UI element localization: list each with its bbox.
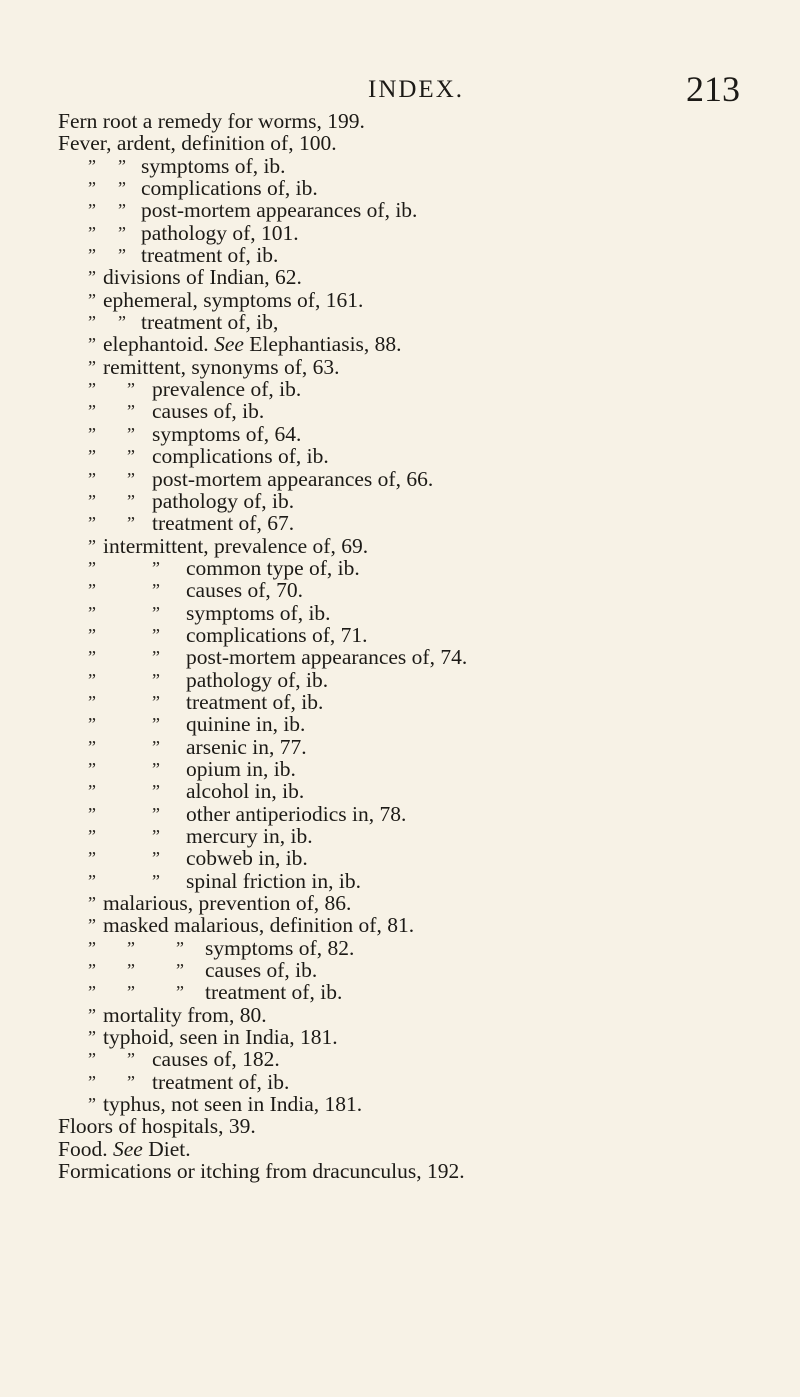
entry-text: post-mortem appearances of, ib. [141, 198, 418, 223]
ditto-mark: ” [152, 714, 160, 735]
ditto-mark: ” [88, 289, 96, 310]
index-entry [0, 311, 800, 333]
ditto-mark: ” [88, 602, 96, 623]
entry-text: treatment of, ib, [141, 310, 279, 335]
entry-text: spinal friction in, ib. [186, 868, 361, 893]
ditto-mark: ” [118, 155, 126, 176]
index-entry [0, 669, 800, 691]
index-entry [0, 378, 800, 400]
entry-text: treatment of, ib. [141, 243, 279, 268]
entry-text: Formications or itching from dracunculus, 192. [58, 1159, 465, 1184]
entry-text: quinine in, ib. [186, 712, 306, 737]
index-entry [0, 624, 800, 646]
entry-text: Fern root a remedy for worms, 199. [58, 109, 365, 133]
entry-text: symptoms of, 64. [152, 421, 302, 446]
entry-text: causes of, 70. [186, 578, 304, 603]
ditto-mark: ” [118, 222, 126, 243]
ditto-mark: ” [88, 1027, 96, 1048]
index-entry [0, 1026, 800, 1048]
index-entry [0, 758, 800, 780]
index-entry [0, 557, 800, 579]
index-entry [0, 177, 800, 199]
index-entry [0, 579, 800, 601]
entry-text: treatment of, ib. [186, 689, 324, 714]
see-reference: See [112, 1136, 143, 1161]
ditto-mark: ” [88, 557, 96, 578]
ditto-mark: ” [127, 937, 135, 958]
ditto-mark: ” [152, 580, 160, 601]
index-entry [0, 937, 800, 959]
entry-text: divisions of Indian, 62. [103, 265, 302, 290]
ditto-mark: ” [152, 602, 160, 623]
ditto-mark: ” [88, 200, 96, 221]
ditto-mark: ” [88, 401, 96, 422]
ditto-mark: ” [88, 468, 96, 489]
ditto-mark: ” [88, 379, 96, 400]
entry-text: treatment of, 67. [152, 511, 295, 536]
ditto-mark: ” [88, 222, 96, 243]
ditto-mark: ” [88, 155, 96, 176]
ditto-mark: ” [88, 848, 96, 869]
running-head [0, 69, 800, 114]
index-entry [0, 780, 800, 802]
ditto-mark: ” [88, 490, 96, 511]
index-entry [0, 870, 800, 892]
entry-text: typhoid, seen in India, 181. [103, 1025, 338, 1050]
index-entry [0, 266, 800, 288]
index-entry [0, 1138, 800, 1160]
entry-text: symptoms of, ib. [186, 600, 331, 625]
ditto-mark: ” [88, 937, 96, 958]
ditto-mark: ” [88, 1004, 96, 1025]
ditto-mark: ” [88, 267, 96, 288]
entry-text: arsenic in, 77. [186, 734, 307, 759]
index-entry [0, 1093, 800, 1115]
index-entries [0, 110, 800, 1183]
entry-text: complications of, ib. [152, 444, 329, 469]
ditto-mark: ” [176, 937, 184, 958]
ditto-mark: ” [88, 647, 96, 668]
ditto-mark: ” [88, 535, 96, 556]
index-entry [0, 803, 800, 825]
index-entry [0, 602, 800, 624]
index-entry [0, 423, 800, 445]
index-entry [0, 981, 800, 1003]
ditto-mark: ” [88, 758, 96, 779]
ditto-mark: ” [152, 758, 160, 779]
entry-text: causes of, 182. [152, 1047, 280, 1072]
index-entry [0, 445, 800, 467]
entry-text: Fever, ardent, definition of, 100. [58, 131, 337, 156]
index-entry [0, 847, 800, 869]
index-entry [0, 199, 800, 221]
entry-text: typhus, not seen in India, 181. [103, 1092, 363, 1117]
ditto-mark: ” [88, 803, 96, 824]
ditto-mark: ” [88, 714, 96, 735]
ditto-mark: ” [88, 691, 96, 712]
index-entry [0, 535, 800, 557]
index-entry [0, 959, 800, 981]
entry-text: complications of, 71. [186, 622, 368, 647]
index-entry [0, 1071, 800, 1093]
ditto-mark: ” [88, 178, 96, 199]
ditto-mark: ” [127, 982, 135, 1003]
entry-text: opium in, ib. [186, 756, 296, 781]
ditto-mark: ” [152, 803, 160, 824]
ditto-mark: ” [127, 423, 135, 444]
ditto-mark: ” [88, 1094, 96, 1115]
entry-text: Food. See Diet. [58, 1136, 191, 1161]
index-entry [0, 713, 800, 735]
ditto-mark: ” [88, 893, 96, 914]
ditto-mark: ” [118, 312, 126, 333]
index-entry [0, 333, 800, 355]
ditto-mark: ” [152, 647, 160, 668]
index-entry [0, 825, 800, 847]
index-entry [0, 155, 800, 177]
entry-text: treatment of, ib. [152, 1069, 290, 1094]
ditto-mark: ” [127, 1071, 135, 1092]
index-entry [0, 736, 800, 758]
ditto-mark: ” [88, 245, 96, 266]
ditto-mark: ” [127, 490, 135, 511]
ditto-mark: ” [88, 446, 96, 467]
index-entry [0, 222, 800, 244]
entry-text: common type of, ib. [186, 555, 360, 580]
ditto-mark: ” [88, 312, 96, 333]
ditto-mark: ” [88, 334, 96, 355]
ditto-mark: ” [152, 870, 160, 891]
page-number: 213 [686, 69, 740, 109]
ditto-mark: ” [127, 446, 135, 467]
ditto-mark: ” [88, 960, 96, 981]
ditto-mark: ” [127, 468, 135, 489]
entry-text: causes of, ib. [205, 958, 318, 983]
ditto-mark: ” [88, 356, 96, 377]
ditto-mark: ” [152, 557, 160, 578]
ditto-mark: ” [88, 423, 96, 444]
ditto-mark: ” [88, 513, 96, 534]
see-reference: See [214, 332, 244, 357]
ditto-mark: ” [88, 1049, 96, 1070]
entry-text: other antiperiodics in, 78. [186, 801, 407, 826]
entry-text: symptoms of, ib. [141, 153, 286, 178]
ditto-mark: ” [118, 178, 126, 199]
ditto-mark: ” [88, 826, 96, 846]
entry-text: post-mortem appearances of, 66. [152, 466, 434, 491]
index-entry [0, 512, 800, 534]
entry-text: masked malarious, definition of, 81. [103, 913, 415, 938]
ditto-mark: ” [88, 982, 96, 1003]
entry-text: malarious, prevention of, 86. [103, 891, 352, 916]
ditto-mark: ” [152, 691, 160, 712]
ditto-mark: ” [127, 401, 135, 422]
entry-text: post-mortem appearances of, 74. [186, 645, 468, 670]
ditto-mark: ” [88, 580, 96, 601]
entry-text: remittent, synonyms of, 63. [103, 354, 340, 379]
index-entry [0, 1115, 800, 1137]
ditto-mark: ” [152, 848, 160, 869]
index-entry [0, 490, 800, 512]
ditto-mark: ” [88, 1071, 96, 1092]
ditto-mark: ” [127, 513, 135, 534]
index-entry [0, 132, 800, 154]
ditto-mark: ” [152, 781, 160, 802]
entry-text: symptoms of, 82. [205, 935, 355, 960]
index-entry [0, 646, 800, 668]
ditto-mark: ” [118, 245, 126, 266]
ditto-mark: ” [127, 1049, 135, 1070]
ditto-mark: ” [88, 669, 96, 690]
entry-text: pathology of, ib. [152, 488, 295, 513]
ditto-mark: ” [88, 870, 96, 891]
entry-text: ephemeral, symptoms of, 161. [103, 287, 364, 312]
entry-text: pathology of, ib. [186, 667, 329, 692]
entry-text: causes of, ib. [152, 399, 265, 424]
index-entry [0, 892, 800, 914]
index-entry [0, 244, 800, 266]
index-entry [0, 1048, 800, 1070]
ditto-mark: ” [127, 379, 135, 400]
ditto-mark: ” [127, 960, 135, 981]
index-entry [0, 691, 800, 713]
entry-text: intermittent, prevalence of, 69. [103, 533, 369, 558]
ditto-mark: ” [88, 781, 96, 802]
ditto-mark: ” [88, 915, 96, 936]
ditto-mark: ” [88, 736, 96, 757]
entry-text: complications of, ib. [141, 176, 318, 201]
ditto-mark: ” [152, 826, 160, 846]
ditto-mark: ” [152, 624, 160, 645]
ditto-mark: ” [152, 736, 160, 757]
ditto-mark: ” [176, 960, 184, 981]
index-entry [0, 356, 800, 378]
entry-text: cobweb in, ib. [186, 846, 308, 871]
index-entry [0, 110, 800, 132]
entry-text: mortality from, 80. [103, 1002, 267, 1027]
entry-text: mercury in, ib. [186, 824, 313, 848]
entry-text: Floors of hospitals, 39. [58, 1114, 256, 1139]
index-entry [0, 1160, 800, 1182]
ditto-mark: ” [88, 624, 96, 645]
index-entry [0, 289, 800, 311]
entry-text: treatment of, ib. [205, 980, 343, 1005]
entry-text: elephantoid. See Elephantiasis, 88. [103, 332, 402, 357]
entry-text: pathology of, 101. [141, 220, 299, 245]
index-entry [0, 1004, 800, 1026]
index-entry [0, 468, 800, 490]
ditto-mark: ” [176, 982, 184, 1003]
ditto-mark: ” [152, 669, 160, 690]
ditto-mark: ” [118, 200, 126, 221]
entry-text: prevalence of, ib. [152, 377, 302, 402]
index-entry [0, 914, 800, 936]
entry-text: alcohol in, ib. [186, 779, 305, 804]
page-title: INDEX. [368, 76, 465, 103]
index-entry [0, 400, 800, 422]
